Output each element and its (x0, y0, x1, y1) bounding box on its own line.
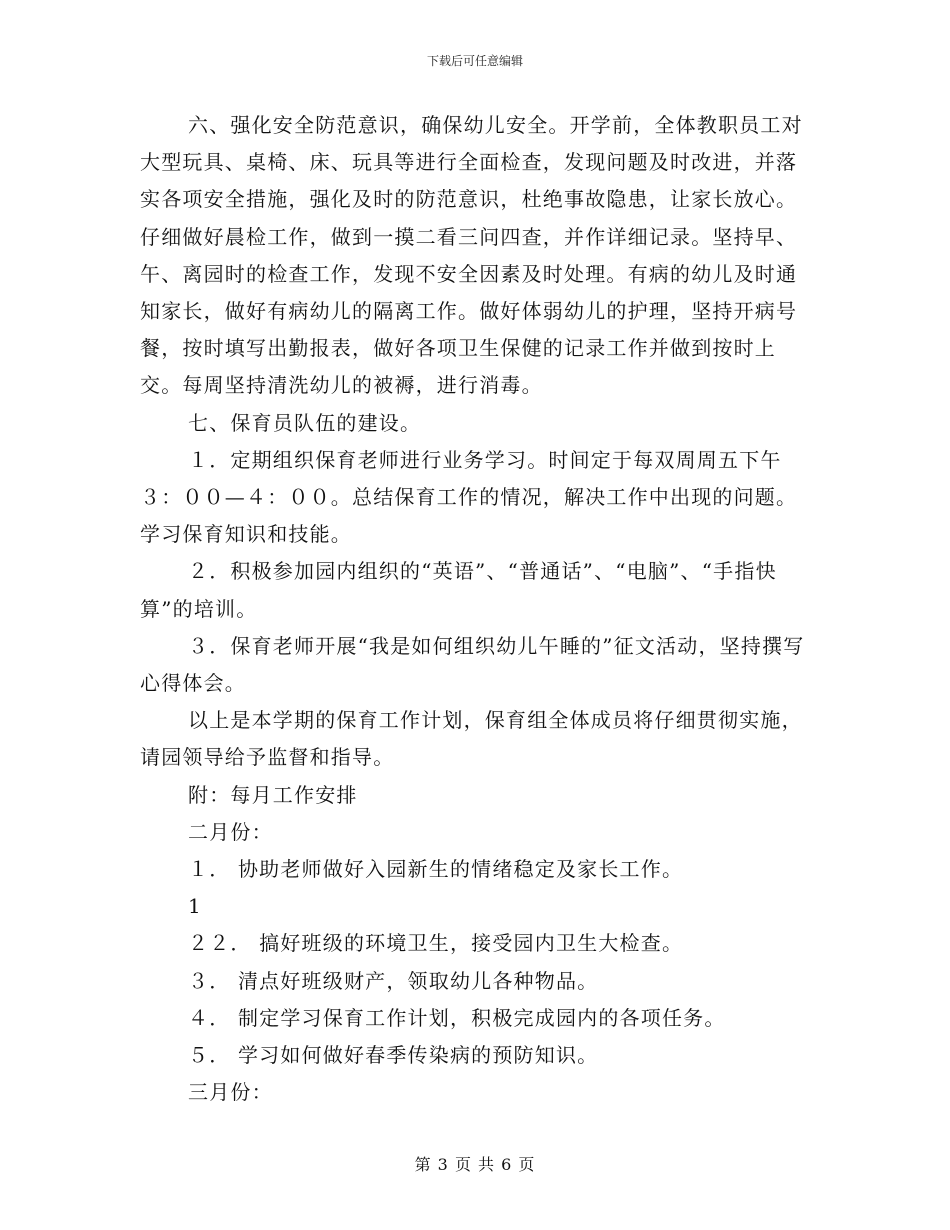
stray-number: 1 (188, 894, 202, 919)
paragraph-section-7-item-1: １．定期组织保育老师进行业务学习。时间定于每双周周五下午３：００—４：００。总结保育工作的情况，解决工作中出现的问题。学习保育知识和技能。 (140, 447, 798, 547)
paragraph-conclusion: 以上是本学期的保育工作计划，保育组全体成员将仔细贯彻实施，请园领导给予监督和指导。 (140, 708, 803, 770)
february-item-1: １． 协助老师做好入园新生的情绪稳定及家长工作。 (188, 857, 684, 882)
month-heading-march: 三月份： (188, 1080, 273, 1105)
paragraph-section-7-item-3: ３．保育老师开展“我是如何组织幼儿午睡的”征文活动，坚持撰写心得体会。 (140, 633, 805, 696)
page-footer: 第 3 页 共 6 页 (414, 1155, 536, 1174)
paragraph-section-6: 六、强化安全防范意识，确保幼儿安全。开学前，全体教职员工对大型玩具、桌椅、床、玩具等进行全面检查，发现问题及时改进，并落实各项安全措施，强化及时的防范意识，杜绝事故隐患，让家长放心。仔细做好晨检工作，做到一摸二看三问四查，并作详细记录。坚持早、午、离园时的检查工作，发现不安全因素及时处理。有病的幼儿及时通知家长，做好有病幼儿的隔离工作。做好体弱幼儿的护理，坚持开病号餐，按时填写出勤报表，做好各项卫生保健的记录工作并做到按时上交。每周坚持清洗幼儿的被褥，进行消毒。 (140, 113, 803, 398)
february-item-3: ３． 清点好班级财产，领取幼儿各种物品。 (188, 968, 599, 993)
february-item-5: ５． 学习如何做好春季传染病的预防知识。 (188, 1043, 599, 1068)
february-item-4: ４． 制定学习保育工作计划，积极完成园内的各项任务。 (188, 1005, 726, 1030)
february-item-2: ２２． 搞好班级的环境卫生，接受园内卫生大检查。 (188, 931, 684, 956)
paragraph-section-7-heading: 七、保育员队伍的建设。 (188, 410, 422, 435)
month-heading-february: 二月份： (188, 819, 273, 844)
appendix-heading: 附：每月工作安排 (188, 782, 358, 807)
page-header: 下载后可任意编辑 (426, 54, 523, 68)
paragraph-section-7-item-2: ２．积极参加园内组织的“英语”、“普通话”、“电脑”、“手指快算”的培训。 (140, 559, 777, 621)
document-body (140, 107, 812, 1111)
